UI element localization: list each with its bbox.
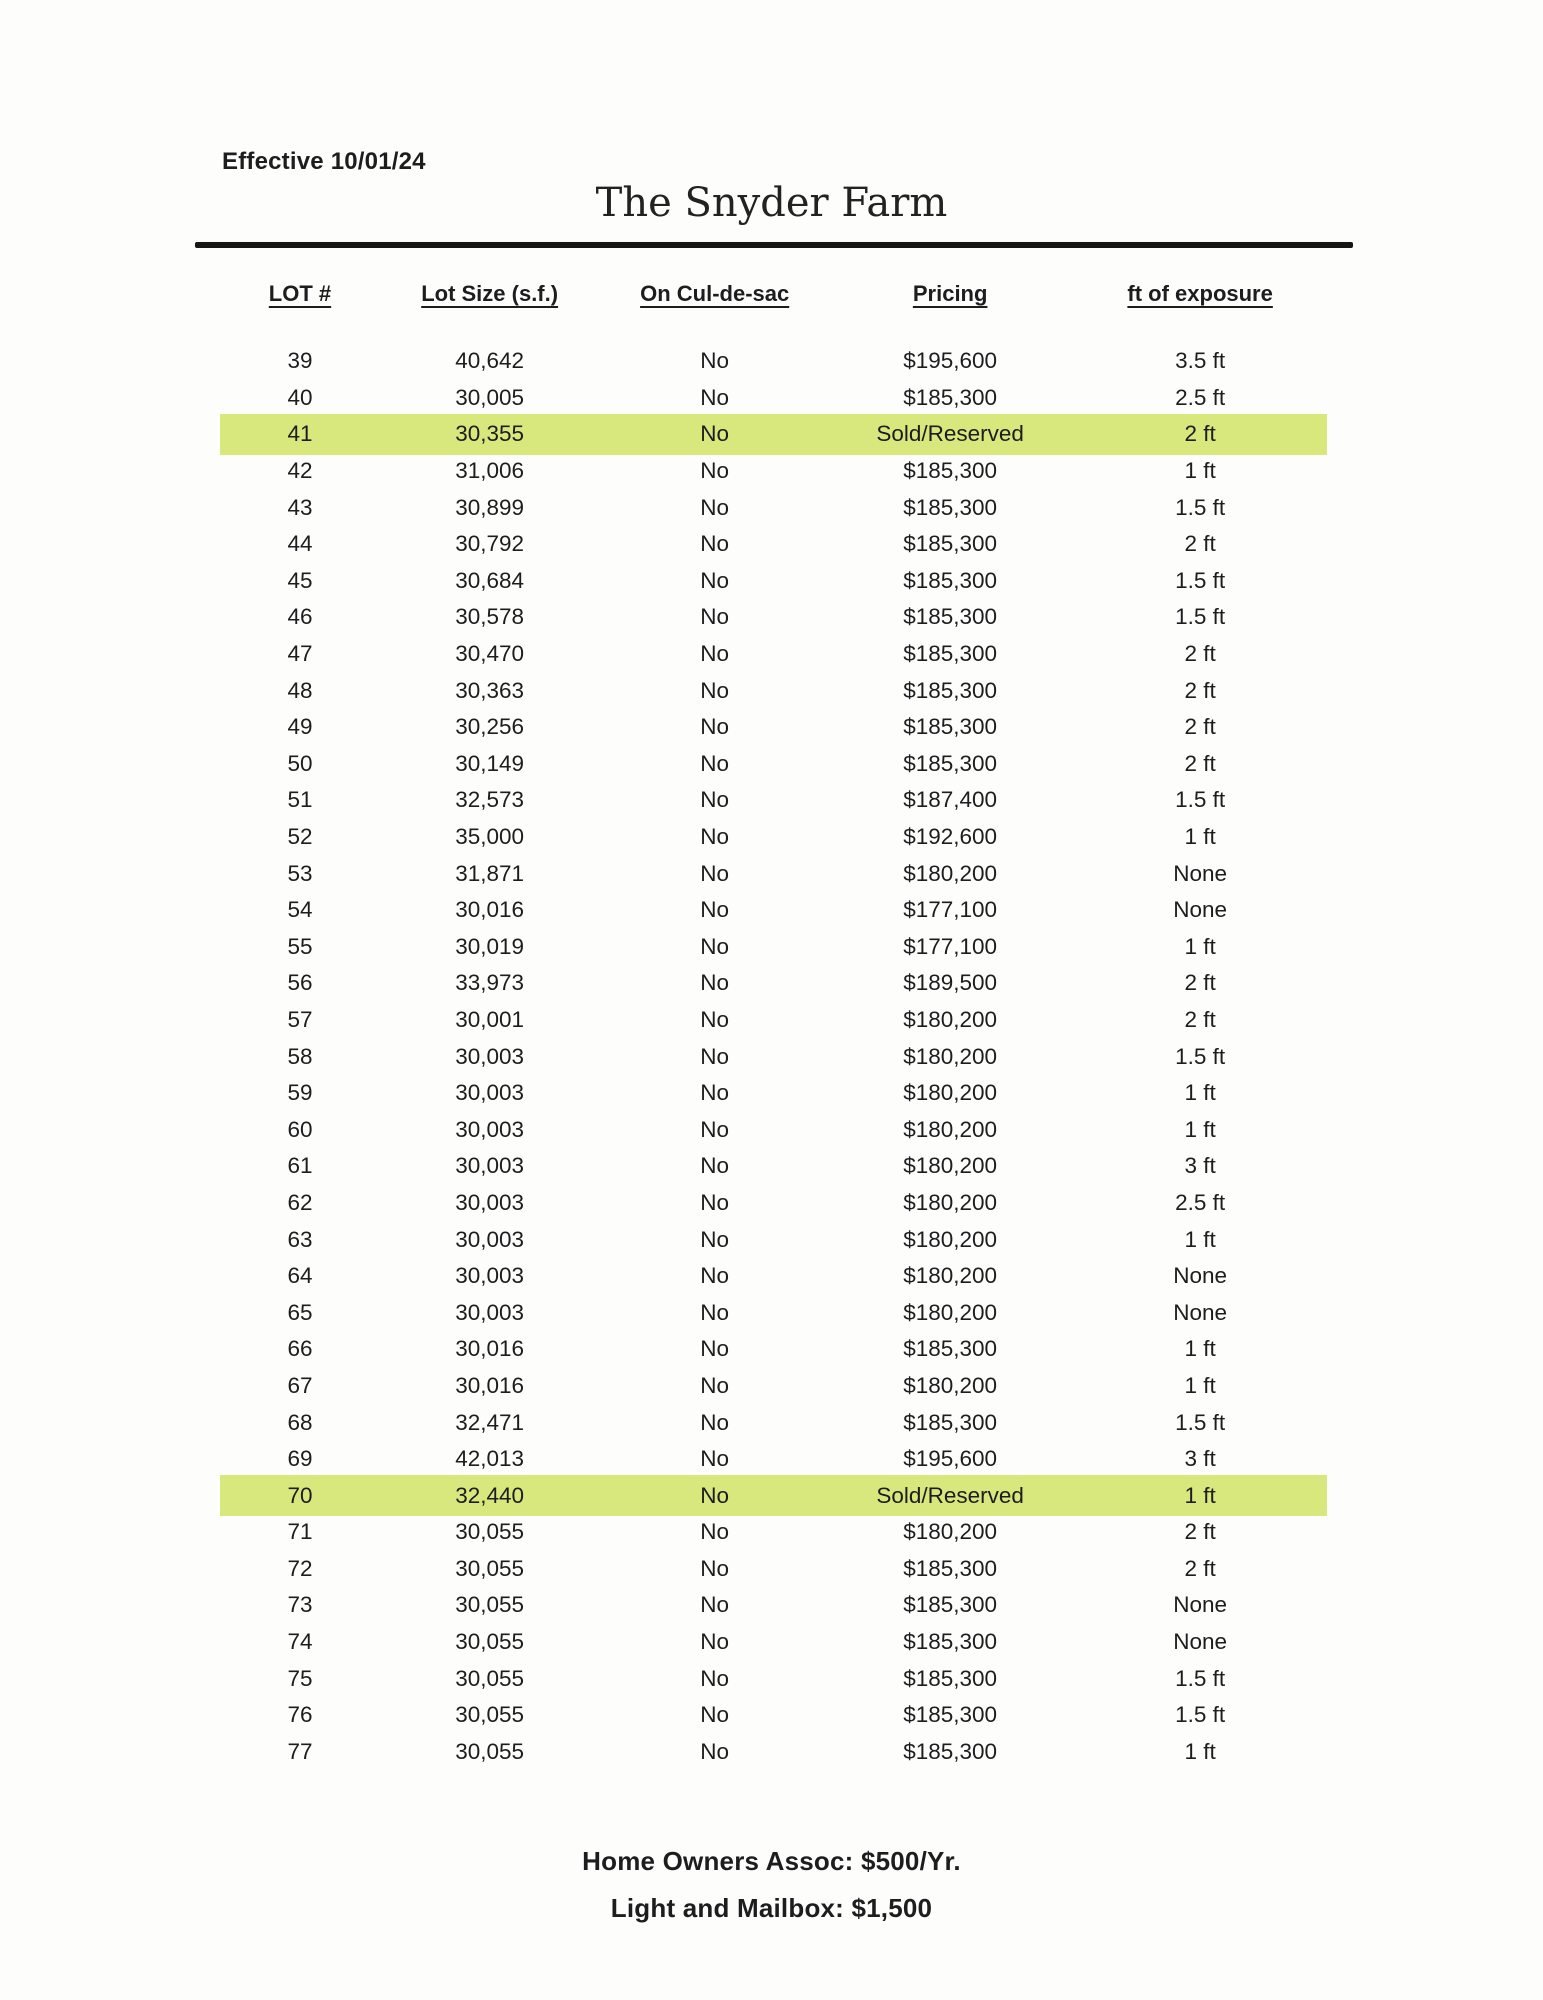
- pricing-cell: $185,300: [903, 714, 998, 740]
- cul-de-sac-cell: No: [700, 1263, 730, 1289]
- exposure-cell: 3.5 ft: [1175, 348, 1226, 374]
- table-row: [195, 819, 1355, 856]
- cul-de-sac-cell: No: [700, 1372, 730, 1398]
- table-row: [195, 1075, 1355, 1112]
- lot-size-cell: 30,003: [455, 1080, 525, 1106]
- lot-number-cell: 64: [287, 1263, 313, 1289]
- table-row: [195, 1660, 1355, 1697]
- table-row: [195, 1331, 1355, 1368]
- table-row-sold-reserved: [195, 416, 1355, 453]
- lot-size-cell: 42,013: [455, 1446, 525, 1472]
- pricing-cell: $180,200: [903, 1043, 998, 1069]
- table-row: [195, 1148, 1355, 1185]
- exposure-cell: 1.5 ft: [1175, 567, 1226, 593]
- title-divider-rule: [195, 242, 1353, 248]
- lot-size-cell: 30,016: [455, 897, 525, 923]
- lot-number-cell: 60: [287, 1116, 313, 1142]
- table-header-row: [195, 276, 1355, 312]
- table-row: [195, 672, 1355, 709]
- pricing-cell: $185,300: [903, 1336, 998, 1362]
- exposure-cell: 2 ft: [1184, 714, 1216, 740]
- table-row: [195, 746, 1355, 783]
- exposure-cell: 1.5 ft: [1175, 604, 1226, 630]
- lot-number-cell: 70: [287, 1482, 313, 1508]
- pricing-cell: $185,300: [903, 604, 998, 630]
- exposure-cell: 2 ft: [1184, 531, 1216, 557]
- col-header-lot-size: Lot Size (s.f.): [421, 281, 559, 306]
- cul-de-sac-cell: No: [700, 1409, 730, 1435]
- exposure-cell: 1.5 ft: [1175, 1043, 1226, 1069]
- cul-de-sac-cell: No: [700, 714, 730, 740]
- cul-de-sac-cell: No: [700, 1555, 730, 1581]
- exposure-cell: 2.5 ft: [1175, 1189, 1226, 1215]
- lot-number-cell: 69: [287, 1446, 313, 1472]
- lot-size-cell: 30,003: [455, 1263, 525, 1289]
- table-row: [195, 453, 1355, 490]
- lot-number-cell: 50: [287, 750, 313, 776]
- exposure-cell: 1.5 ft: [1175, 1665, 1226, 1691]
- lot-size-cell: 30,003: [455, 1153, 525, 1179]
- exposure-cell: 1 ft: [1184, 824, 1216, 850]
- table-row: [195, 489, 1355, 526]
- exposure-cell: 1 ft: [1184, 1482, 1216, 1508]
- lot-number-cell: 52: [287, 824, 313, 850]
- table-row: [195, 636, 1355, 673]
- lot-number-cell: 66: [287, 1336, 313, 1362]
- pricing-cell: $185,300: [903, 1738, 998, 1764]
- exposure-cell: 1.5 ft: [1175, 787, 1226, 813]
- cul-de-sac-cell: No: [700, 860, 730, 886]
- lot-size-cell: 33,973: [455, 970, 525, 996]
- pricing-cell: $185,300: [903, 1555, 998, 1581]
- pricing-cell: $185,300: [903, 750, 998, 776]
- exposure-cell: 1 ft: [1184, 1080, 1216, 1106]
- table-row: [195, 380, 1355, 417]
- pricing-cell: $180,200: [903, 1153, 998, 1179]
- table-row: [195, 709, 1355, 746]
- exposure-cell: 1 ft: [1184, 1738, 1216, 1764]
- lot-size-cell: 30,363: [455, 677, 525, 703]
- cul-de-sac-cell: No: [700, 1226, 730, 1252]
- pricing-cell: $180,200: [903, 1372, 998, 1398]
- lot-number-cell: 71: [287, 1519, 313, 1545]
- lot-size-cell: 32,471: [455, 1409, 525, 1435]
- lot-size-cell: 30,003: [455, 1226, 525, 1252]
- exposure-cell: 1.5 ft: [1175, 494, 1226, 520]
- table-row: [195, 855, 1355, 892]
- exposure-cell: None: [1173, 1592, 1228, 1618]
- lot-size-cell: 30,899: [455, 494, 525, 520]
- table-row: [195, 1294, 1355, 1331]
- pricing-cell: $185,300: [903, 677, 998, 703]
- lot-number-cell: 75: [287, 1665, 313, 1691]
- cul-de-sac-cell: No: [700, 531, 730, 557]
- pricing-cell: $180,200: [903, 860, 998, 886]
- pricing-cell: $180,200: [903, 1226, 998, 1252]
- cul-de-sac-cell: No: [700, 933, 730, 959]
- lot-size-cell: 30,055: [455, 1629, 525, 1655]
- lot-size-cell: 30,055: [455, 1702, 525, 1728]
- table-row: [195, 1441, 1355, 1478]
- col-header-lot-number: LOT #: [268, 281, 332, 306]
- exposure-cell: None: [1173, 1629, 1228, 1655]
- lot-number-cell: 43: [287, 494, 313, 520]
- pricing-cell: $180,200: [903, 1116, 998, 1142]
- lot-number-cell: 74: [287, 1629, 313, 1655]
- pricing-cell: $187,400: [903, 787, 998, 813]
- cul-de-sac-cell: No: [700, 604, 730, 630]
- pricing-cell: $185,300: [903, 531, 998, 557]
- pricing-cell: $180,200: [903, 1006, 998, 1032]
- lot-number-cell: 45: [287, 567, 313, 593]
- cul-de-sac-cell: No: [700, 1116, 730, 1142]
- cul-de-sac-cell: No: [700, 1592, 730, 1618]
- lot-size-cell: 30,003: [455, 1116, 525, 1142]
- table-row: [195, 1404, 1355, 1441]
- lot-number-cell: 72: [287, 1555, 313, 1581]
- lot-size-cell: 30,149: [455, 750, 525, 776]
- pricing-cell: $180,200: [903, 1189, 998, 1215]
- exposure-cell: 3 ft: [1184, 1153, 1216, 1179]
- exposure-cell: 2 ft: [1184, 970, 1216, 996]
- exposure-cell: 2.5 ft: [1175, 384, 1226, 410]
- lot-size-cell: 30,355: [455, 421, 525, 447]
- pricing-cell: $180,200: [903, 1263, 998, 1289]
- col-header-exposure: ft of exposure: [1127, 281, 1273, 306]
- lot-size-cell: 30,001: [455, 1006, 525, 1032]
- lot-number-cell: 67: [287, 1372, 313, 1398]
- table-row: [195, 1587, 1355, 1624]
- pricing-cell: $185,300: [903, 641, 998, 667]
- table-row: [195, 929, 1355, 966]
- lot-number-cell: 56: [287, 970, 313, 996]
- lot-size-cell: 30,470: [455, 641, 525, 667]
- table-row: [195, 1111, 1355, 1148]
- pricing-cell: $185,300: [903, 567, 998, 593]
- cul-de-sac-cell: No: [700, 1043, 730, 1069]
- table-row: [195, 892, 1355, 929]
- cul-de-sac-cell: No: [700, 1006, 730, 1032]
- table-row: [195, 1514, 1355, 1551]
- lot-number-cell: 44: [287, 531, 313, 557]
- lot-size-cell: 40,642: [455, 348, 525, 374]
- exposure-cell: 2 ft: [1184, 641, 1216, 667]
- cul-de-sac-cell: No: [700, 970, 730, 996]
- pricing-cell: $185,300: [903, 1665, 998, 1691]
- exposure-cell: 1.5 ft: [1175, 1409, 1226, 1435]
- table-row: [195, 1368, 1355, 1405]
- table-body: [195, 343, 1355, 1770]
- cul-de-sac-cell: No: [700, 494, 730, 520]
- table-row: [195, 1185, 1355, 1222]
- exposure-cell: 1 ft: [1184, 1226, 1216, 1252]
- lot-number-cell: 42: [287, 458, 313, 484]
- cul-de-sac-cell: No: [700, 421, 730, 447]
- pricing-cell: $195,600: [903, 348, 998, 374]
- lot-number-cell: 47: [287, 641, 313, 667]
- lot-number-cell: 54: [287, 897, 313, 923]
- lot-number-cell: 55: [287, 933, 313, 959]
- table-row: [195, 965, 1355, 1002]
- cul-de-sac-cell: No: [700, 787, 730, 813]
- page-title: The Snyder Farm: [595, 180, 948, 226]
- lot-number-cell: 51: [287, 787, 313, 813]
- exposure-cell: 1 ft: [1184, 458, 1216, 484]
- lot-number-cell: 41: [287, 421, 313, 447]
- table-row: [195, 343, 1355, 380]
- pricing-cell: $195,600: [903, 1446, 998, 1472]
- lot-number-cell: 62: [287, 1189, 313, 1215]
- pricing-cell: $185,300: [903, 1409, 998, 1435]
- lot-size-cell: 30,055: [455, 1592, 525, 1618]
- exposure-cell: 2 ft: [1184, 1006, 1216, 1032]
- lot-size-cell: 30,003: [455, 1299, 525, 1325]
- lot-size-cell: 30,003: [455, 1189, 525, 1215]
- table-row: [195, 782, 1355, 819]
- cul-de-sac-cell: No: [700, 1665, 730, 1691]
- exposure-cell: 1 ft: [1184, 933, 1216, 959]
- lot-number-cell: 73: [287, 1592, 313, 1618]
- lot-size-cell: 30,055: [455, 1665, 525, 1691]
- table-row: [195, 1697, 1355, 1734]
- table-row: [195, 1002, 1355, 1039]
- table-row: [195, 1038, 1355, 1075]
- exposure-cell: 2 ft: [1184, 421, 1216, 447]
- lot-size-cell: 30,055: [455, 1738, 525, 1764]
- lot-number-cell: 63: [287, 1226, 313, 1252]
- table-row: [195, 1258, 1355, 1295]
- pricing-cell: $180,200: [903, 1299, 998, 1325]
- exposure-cell: 2 ft: [1184, 750, 1216, 776]
- lot-number-cell: 39: [287, 348, 313, 374]
- cul-de-sac-cell: No: [700, 1738, 730, 1764]
- pricing-cell: $185,300: [903, 384, 998, 410]
- lot-number-cell: 61: [287, 1153, 313, 1179]
- table-row: [195, 1624, 1355, 1661]
- lot-number-cell: 77: [287, 1738, 313, 1764]
- pricing-cell: $185,300: [903, 1592, 998, 1618]
- exposure-cell: None: [1173, 1263, 1228, 1289]
- lot-size-cell: 30,016: [455, 1336, 525, 1362]
- pricing-cell: Sold/Reserved: [876, 1482, 1024, 1508]
- table-row: [195, 526, 1355, 563]
- lot-size-cell: 31,006: [455, 458, 525, 484]
- footer-notes: [0, 1846, 1543, 1940]
- lot-size-cell: 30,256: [455, 714, 525, 740]
- lot-number-cell: 65: [287, 1299, 313, 1325]
- cul-de-sac-cell: No: [700, 1629, 730, 1655]
- exposure-cell: 3 ft: [1184, 1446, 1216, 1472]
- lot-size-cell: 30,578: [455, 604, 525, 630]
- col-header-pricing: Pricing: [912, 281, 988, 306]
- cul-de-sac-cell: No: [700, 1080, 730, 1106]
- lot-number-cell: 53: [287, 860, 313, 886]
- exposure-cell: 2 ft: [1184, 1555, 1216, 1581]
- cul-de-sac-cell: No: [700, 1189, 730, 1215]
- cul-de-sac-cell: No: [700, 897, 730, 923]
- table-row: [195, 1734, 1355, 1771]
- lot-number-cell: 68: [287, 1409, 313, 1435]
- cul-de-sac-cell: No: [700, 567, 730, 593]
- lot-size-cell: 32,573: [455, 787, 525, 813]
- pricing-cell: $180,200: [903, 1080, 998, 1106]
- lot-size-cell: 30,019: [455, 933, 525, 959]
- pricing-cell: $177,100: [903, 933, 998, 959]
- exposure-cell: None: [1173, 897, 1228, 923]
- lot-size-cell: 30,005: [455, 384, 525, 410]
- table-row: [195, 599, 1355, 636]
- exposure-cell: 1.5 ft: [1175, 1702, 1226, 1728]
- cul-de-sac-cell: No: [700, 677, 730, 703]
- lots-table: [195, 276, 1355, 1764]
- exposure-cell: None: [1173, 860, 1228, 886]
- lot-number-cell: 57: [287, 1006, 313, 1032]
- pricing-cell: $185,300: [903, 1702, 998, 1728]
- lot-number-cell: 76: [287, 1702, 313, 1728]
- cul-de-sac-cell: No: [700, 641, 730, 667]
- pricing-cell: $180,200: [903, 1519, 998, 1545]
- pricing-cell: $185,300: [903, 458, 998, 484]
- lot-number-cell: 48: [287, 677, 313, 703]
- cul-de-sac-cell: No: [700, 1153, 730, 1179]
- exposure-cell: 1 ft: [1184, 1372, 1216, 1398]
- cul-de-sac-cell: No: [700, 1446, 730, 1472]
- lot-size-cell: 30,003: [455, 1043, 525, 1069]
- lot-number-cell: 46: [287, 604, 313, 630]
- cul-de-sac-cell: No: [700, 384, 730, 410]
- lot-size-cell: 31,871: [455, 860, 525, 886]
- lot-size-cell: 35,000: [455, 824, 525, 850]
- lot-size-cell: 30,016: [455, 1372, 525, 1398]
- exposure-cell: 2 ft: [1184, 1519, 1216, 1545]
- lot-size-cell: 32,440: [455, 1482, 525, 1508]
- lot-size-cell: 30,792: [455, 531, 525, 557]
- lot-number-cell: 49: [287, 714, 313, 740]
- cul-de-sac-cell: No: [700, 1482, 730, 1508]
- lot-number-cell: 59: [287, 1080, 313, 1106]
- exposure-cell: 1 ft: [1184, 1336, 1216, 1362]
- lot-number-cell: 40: [287, 384, 313, 410]
- lot-number-cell: 58: [287, 1043, 313, 1069]
- cul-de-sac-cell: No: [700, 1299, 730, 1325]
- lot-size-cell: 30,684: [455, 567, 525, 593]
- cul-de-sac-cell: No: [700, 824, 730, 850]
- cul-de-sac-cell: No: [700, 1519, 730, 1545]
- cul-de-sac-cell: No: [700, 348, 730, 374]
- pricing-cell: $185,300: [903, 494, 998, 520]
- pricing-cell: $185,300: [903, 1629, 998, 1655]
- pricing-cell: $177,100: [903, 897, 998, 923]
- table-row-sold-reserved: [195, 1477, 1355, 1514]
- exposure-cell: 1 ft: [1184, 1116, 1216, 1142]
- hoa-fee-note: Home Owners Assoc: $500/Yr.: [582, 1846, 961, 1876]
- pricing-cell: $192,600: [903, 824, 998, 850]
- table-row: [195, 1551, 1355, 1588]
- lot-size-cell: 30,055: [455, 1555, 525, 1581]
- col-header-cul-de-sac: On Cul-de-sac: [640, 281, 790, 306]
- cul-de-sac-cell: No: [700, 750, 730, 776]
- table-row: [195, 1221, 1355, 1258]
- lot-size-cell: 30,055: [455, 1519, 525, 1545]
- pricing-cell: $189,500: [903, 970, 998, 996]
- effective-date-label: Effective 10/01/24: [222, 148, 426, 175]
- exposure-cell: 2 ft: [1184, 677, 1216, 703]
- cul-de-sac-cell: No: [700, 1336, 730, 1362]
- cul-de-sac-cell: No: [700, 458, 730, 484]
- exposure-cell: None: [1173, 1299, 1228, 1325]
- cul-de-sac-cell: No: [700, 1702, 730, 1728]
- light-mailbox-note: Light and Mailbox: $1,500: [610, 1893, 933, 1923]
- table-row: [195, 563, 1355, 600]
- pricing-cell: Sold/Reserved: [876, 421, 1024, 447]
